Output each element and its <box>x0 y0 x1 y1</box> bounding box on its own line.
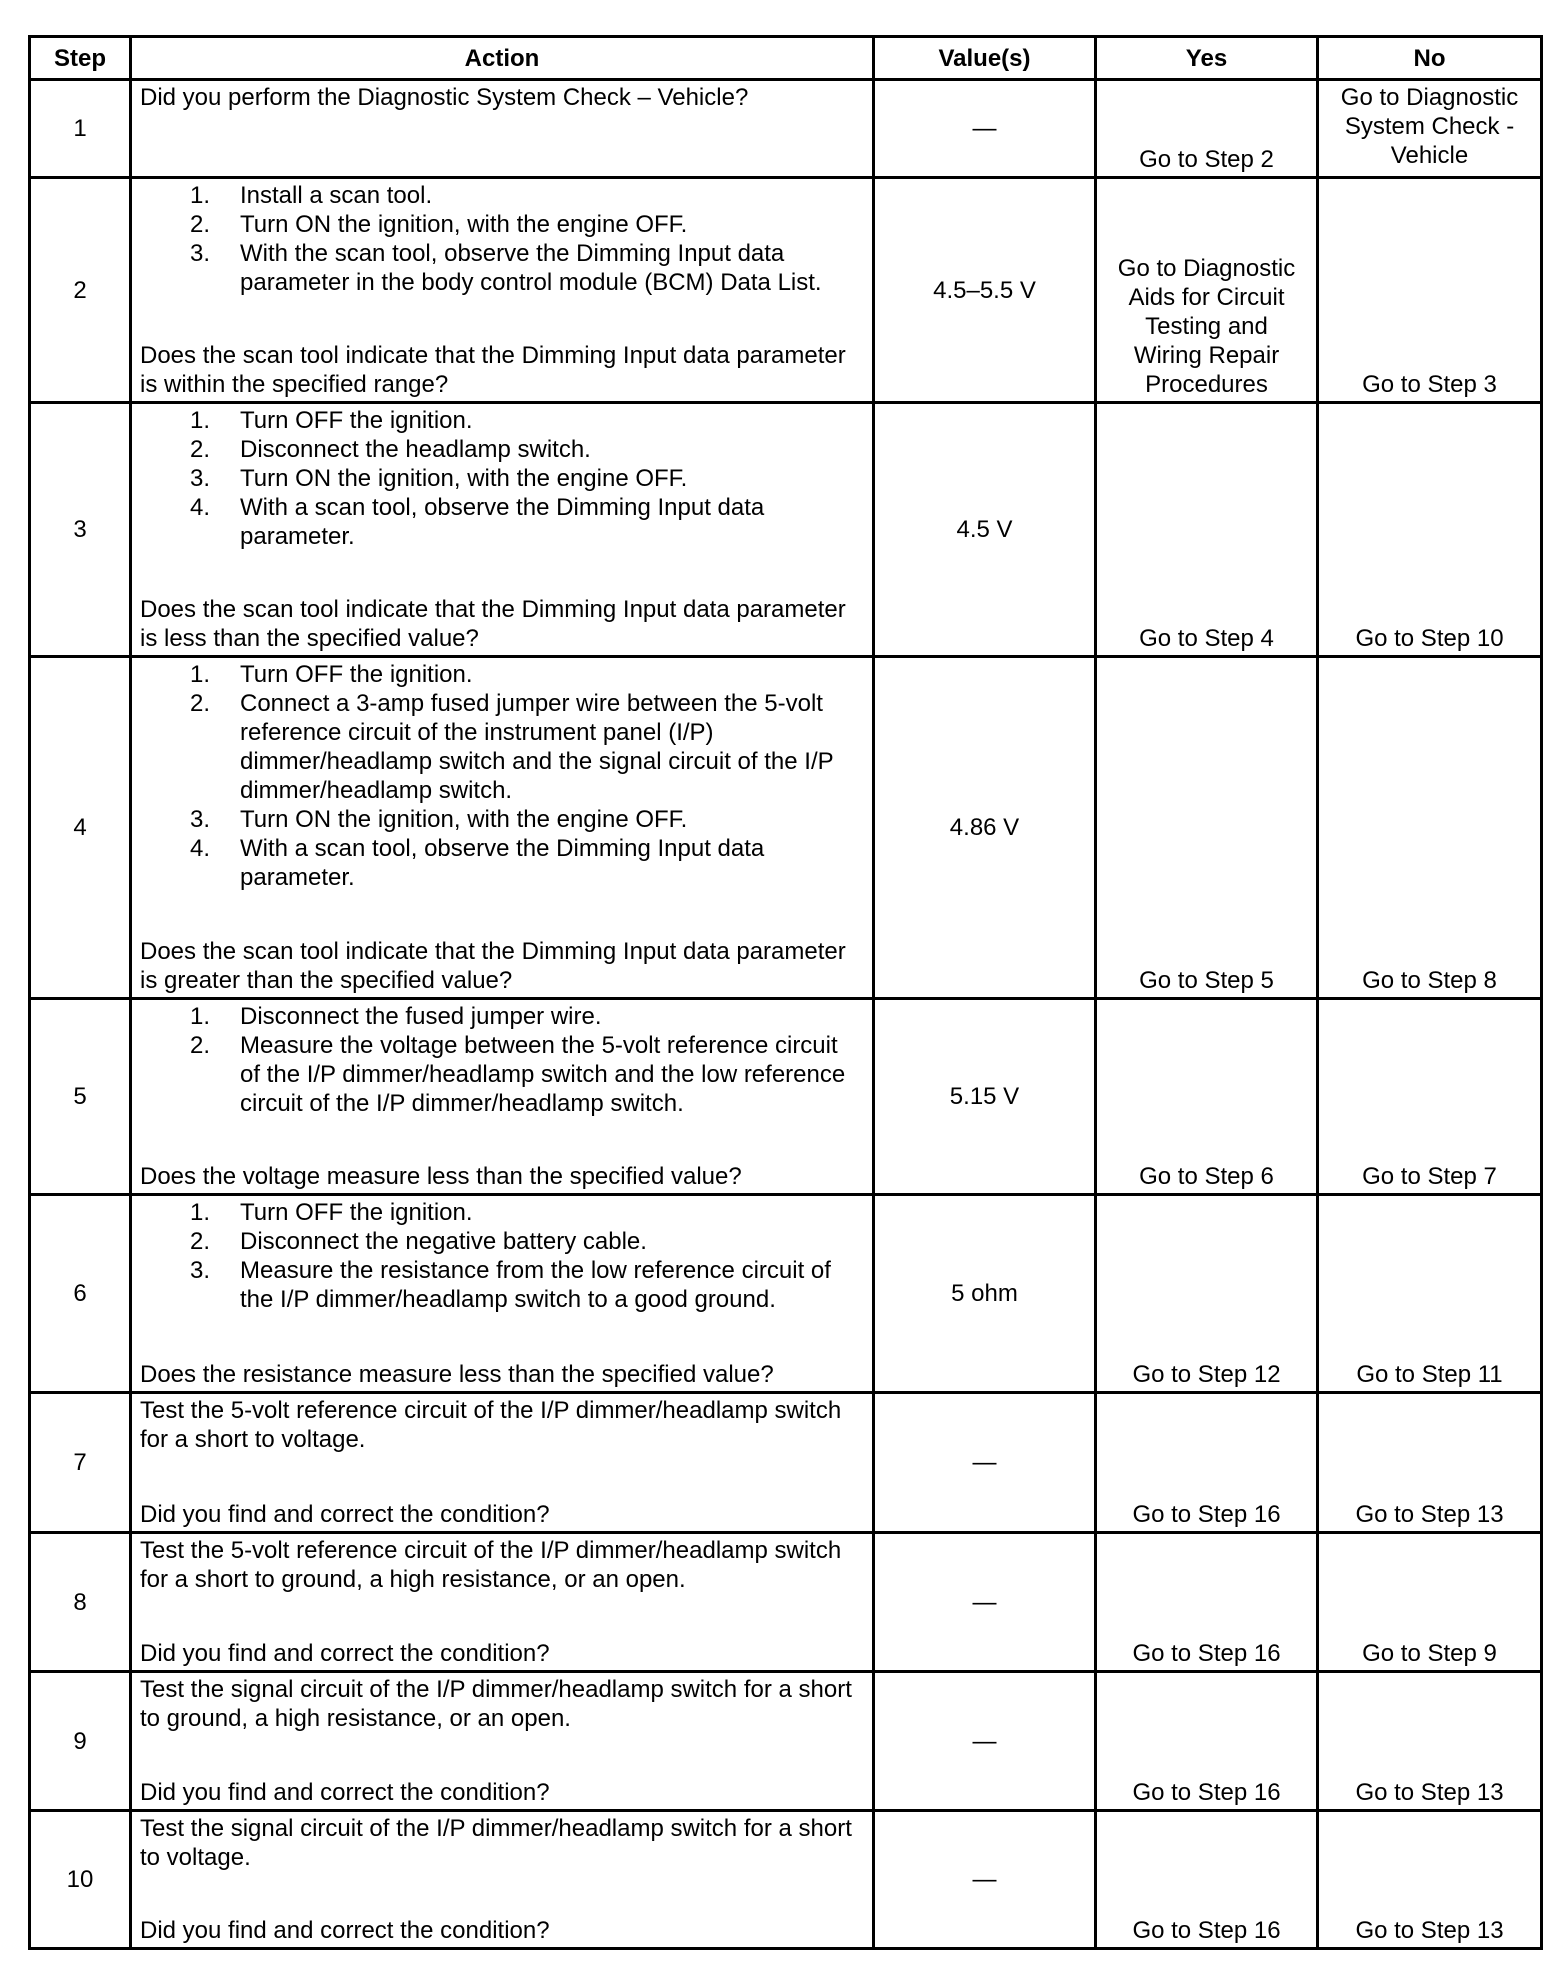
list-item: 3. With the scan tool, observe the Dimming Input data parameter in the body control module (BCM) Data List. <box>190 240 822 296</box>
action-steps <box>140 660 864 892</box>
list-item: 1. Install a scan tool. <box>190 182 433 209</box>
action-intro: Test the signal circuit of the I/P dimmer/headlamp switch for a short to voltage. <box>140 1815 852 1871</box>
table-row <box>30 1533 1542 1672</box>
step-number: 10 <box>30 1811 131 1949</box>
action-question: Did you find and correct the condition? <box>140 1917 550 1944</box>
yes-cell: Go to Step 12 <box>1096 1195 1318 1393</box>
step-number: 7 <box>30 1393 131 1533</box>
action-steps <box>140 181 864 297</box>
step-number: 1 <box>30 80 131 178</box>
list-item: 1. Disconnect the fused jumper wire. <box>190 1003 602 1030</box>
no-cell: Go to Step 3 <box>1318 178 1542 403</box>
action-question: Does the scan tool indicate that the Dimming Input data parameter is less than the specified value? <box>140 596 846 652</box>
no-cell: Go to Step 11 <box>1318 1195 1542 1393</box>
list-item: 4. With a scan tool, observe the Dimming Input data parameter. <box>190 835 765 891</box>
header-row <box>30 37 1542 80</box>
action-cell <box>131 1533 874 1672</box>
action-steps <box>140 1002 864 1118</box>
table-row <box>30 1672 1542 1811</box>
action-question: Does the voltage measure less than the specified value? <box>140 1163 742 1190</box>
table-row <box>30 80 1542 178</box>
action-question: Does the scan tool indicate that the Dimming Input data parameter is within the specified range? <box>140 342 846 398</box>
list-item: 1. Turn OFF the ignition. <box>190 1199 473 1226</box>
no-cell: Go to Step 13 <box>1318 1811 1542 1949</box>
action-cell <box>131 1393 874 1533</box>
no-cell: Go to Step 10 <box>1318 403 1542 657</box>
list-item: 2. Connect a 3-amp fused jumper wire between the 5-volt reference circuit of the instrument panel (I/P) dimmer/headlamp switch and the signal circuit of the I/P dimmer/headlamp switch. <box>190 690 834 804</box>
action-cell <box>131 1811 874 1949</box>
list-item: 3. Turn ON the ignition, with the engine OFF. <box>190 465 688 492</box>
value-cell: — <box>874 80 1096 178</box>
list-item: 4. With a scan tool, observe the Dimming Input data parameter. <box>190 494 765 550</box>
step-number: 8 <box>30 1533 131 1672</box>
value-cell: 4.5 V <box>874 403 1096 657</box>
action-question: Does the resistance measure less than the specified value? <box>140 1361 774 1388</box>
table-row <box>30 178 1542 403</box>
action-question: Did you find and correct the condition? <box>140 1779 550 1806</box>
value-cell: 4.86 V <box>874 657 1096 999</box>
step-number: 4 <box>30 657 131 999</box>
diagnostic-table <box>28 35 1543 1950</box>
header-action: Action <box>131 37 874 80</box>
yes-cell: Go to Step 2 <box>1096 80 1318 178</box>
no-cell: Go to Step 7 <box>1318 999 1542 1195</box>
header-yes: Yes <box>1096 37 1318 80</box>
list-item: 1. Turn OFF the ignition. <box>190 661 473 688</box>
action-intro: Test the signal circuit of the I/P dimmer/headlamp switch for a short to ground, a high resistance, or an open. <box>140 1676 852 1732</box>
no-cell: Go to Step 13 <box>1318 1393 1542 1533</box>
action-cell <box>131 178 874 403</box>
no-cell: Go to Step 13 <box>1318 1672 1542 1811</box>
action-cell <box>131 999 874 1195</box>
yes-cell: Go to Step 16 <box>1096 1533 1318 1672</box>
yes-cell: Go to Step 6 <box>1096 999 1318 1195</box>
action-intro: Test the 5-volt reference circuit of the I/P dimmer/headlamp switch for a short to voltage. <box>140 1397 842 1453</box>
header-no: No <box>1318 37 1542 80</box>
no-cell: Go to Step 8 <box>1318 657 1542 999</box>
list-item: 2. Measure the voltage between the 5-volt reference circuit of the I/P dimmer/headlamp switch and the low reference circuit of the I/P dimmer/headlamp switch. <box>190 1032 846 1117</box>
action-cell <box>131 80 874 178</box>
action-steps <box>140 406 864 551</box>
yes-cell: Go to Step 4 <box>1096 403 1318 657</box>
list-item: 3. Turn ON the ignition, with the engine OFF. <box>190 806 688 833</box>
yes-cell: Go to Step 5 <box>1096 657 1318 999</box>
action-question: Did you perform the Diagnostic System Check – Vehicle? <box>140 84 749 111</box>
no-cell: Go to Diagnostic System Check - Vehicle <box>1318 80 1542 178</box>
step-number: 3 <box>30 403 131 657</box>
step-number: 9 <box>30 1672 131 1811</box>
action-question: Did you find and correct the condition? <box>140 1640 550 1667</box>
list-item: 2. Disconnect the headlamp switch. <box>190 436 591 463</box>
list-item: 2. Disconnect the negative battery cable. <box>190 1228 647 1255</box>
value-cell: — <box>874 1811 1096 1949</box>
value-cell: 5.15 V <box>874 999 1096 1195</box>
table-row <box>30 1393 1542 1533</box>
table-row <box>30 403 1542 657</box>
action-question: Does the scan tool indicate that the Dimming Input data parameter is greater than the specified value? <box>140 938 846 994</box>
value-cell: — <box>874 1672 1096 1811</box>
step-number: 2 <box>30 178 131 403</box>
value-cell: — <box>874 1533 1096 1672</box>
yes-cell: Go to Step 16 <box>1096 1811 1318 1949</box>
table-row <box>30 999 1542 1195</box>
action-question: Did you find and correct the condition? <box>140 1501 550 1528</box>
step-number: 5 <box>30 999 131 1195</box>
action-cell <box>131 403 874 657</box>
yes-cell: Go to Step 16 <box>1096 1672 1318 1811</box>
no-cell: Go to Step 9 <box>1318 1533 1542 1672</box>
action-cell <box>131 1672 874 1811</box>
list-item: 1. Turn OFF the ignition. <box>190 407 473 434</box>
table-row <box>30 657 1542 999</box>
action-steps <box>140 1198 864 1314</box>
action-intro: Test the 5-volt reference circuit of the I/P dimmer/headlamp switch for a short to ground, a high resistance, or an open. <box>140 1537 842 1593</box>
value-cell: 4.5–5.5 V <box>874 178 1096 403</box>
action-cell <box>131 657 874 999</box>
step-number: 6 <box>30 1195 131 1393</box>
list-item: 3. Measure the resistance from the low reference circuit of the I/P dimmer/headlamp switch to a good ground. <box>190 1257 831 1313</box>
yes-cell: Go to Step 16 <box>1096 1393 1318 1533</box>
table-row <box>30 1195 1542 1393</box>
table-row <box>30 1811 1542 1949</box>
header-values: Value(s) <box>874 37 1096 80</box>
value-cell: — <box>874 1393 1096 1533</box>
list-item: 2. Turn ON the ignition, with the engine OFF. <box>190 211 688 238</box>
yes-cell: Go to Diagnostic Aids for Circuit Testing and Wiring Repair Procedures <box>1096 178 1318 403</box>
action-cell <box>131 1195 874 1393</box>
header-step: Step <box>30 37 131 80</box>
value-cell: 5 ohm <box>874 1195 1096 1393</box>
